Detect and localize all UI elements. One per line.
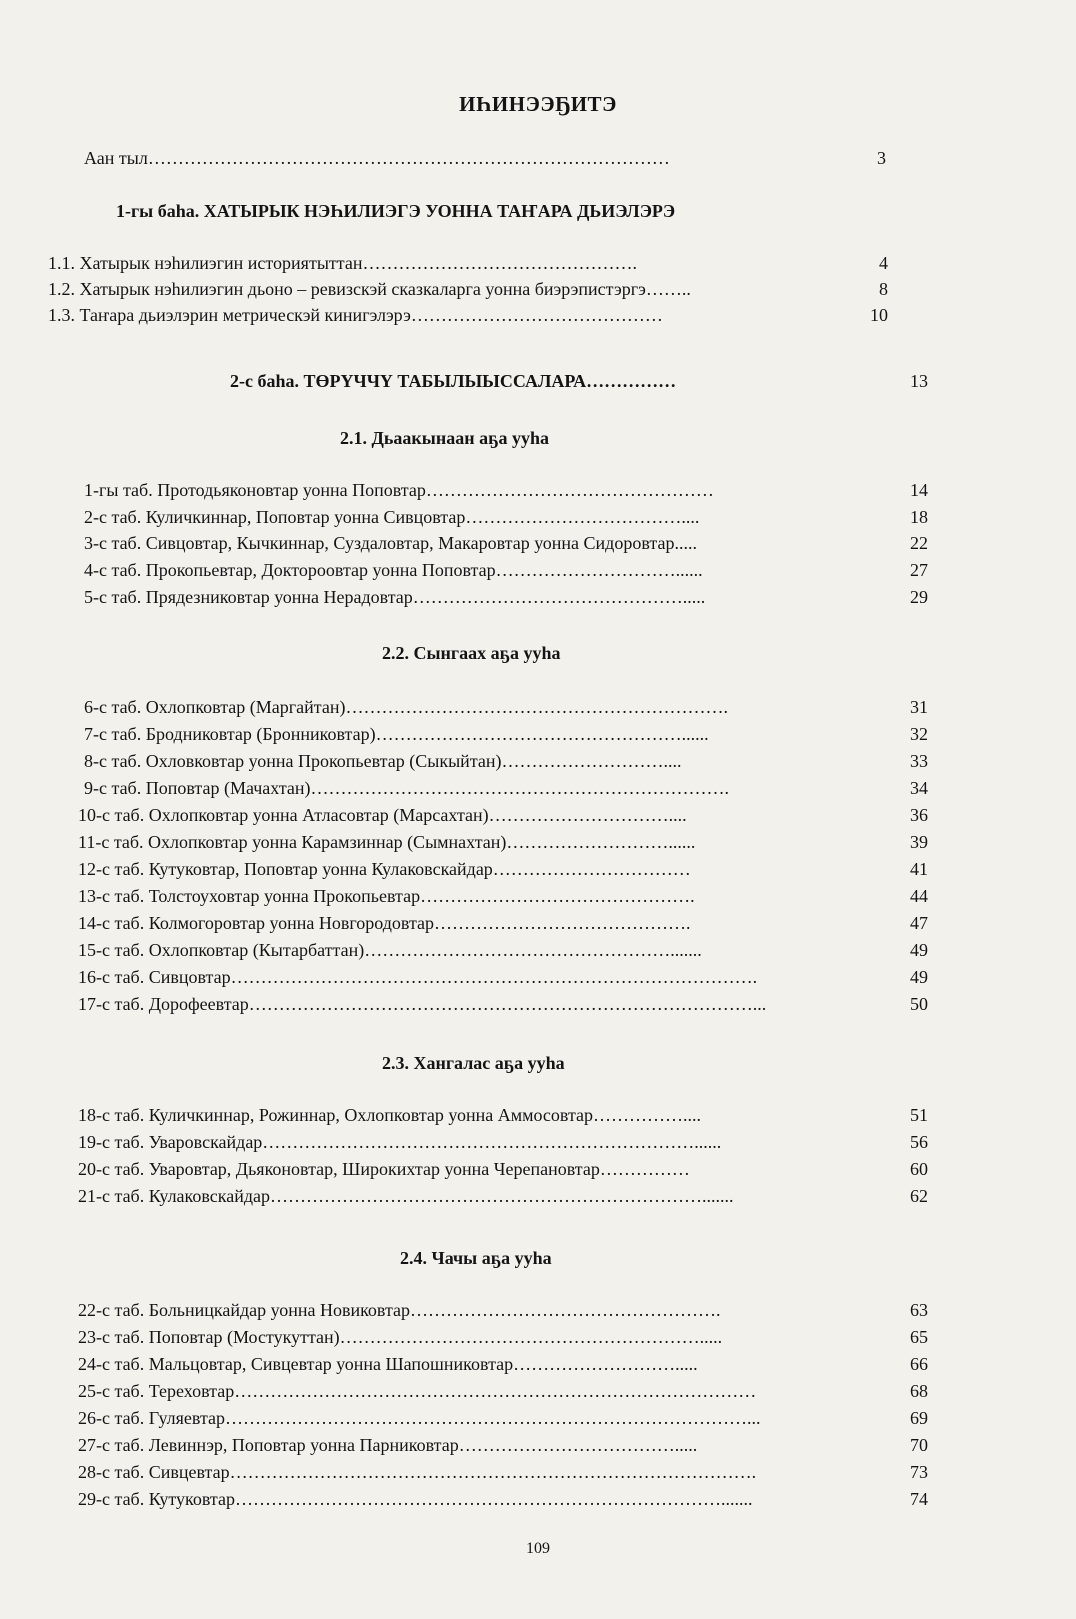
toc-entry-label: 1-гы таб. Протодьяконовтар уонна Поповтар………………………………………… (84, 480, 714, 500)
toc-entry-page: 10 (870, 305, 888, 325)
toc-entry (0, 302, 1076, 328)
page-title: ИҺИНЭЭҔИТЭ (459, 92, 617, 116)
toc-entry-page: 33 (910, 751, 928, 771)
toc-entry-label: 9-с таб. Поповтар (Мачахтан)……………………………………………………………. (84, 778, 730, 798)
toc-entry-label: 19-с таб. Уваровскайдар………………………………………………………………...... (78, 1132, 722, 1152)
toc-entry-label: 10-с таб. Охлопковтар уонна Атласовтар (Марсахтан)………………………….... (78, 805, 687, 825)
toc-entry (0, 557, 1076, 583)
toc-entry (0, 1459, 1076, 1485)
toc-entry-page: 27 (910, 560, 928, 580)
toc-entry-intro (0, 145, 1076, 171)
toc-entry (0, 694, 1076, 720)
toc-entry-page: 34 (910, 778, 928, 798)
toc-entry-page: 51 (910, 1105, 928, 1125)
toc-entry-page: 56 (910, 1132, 928, 1152)
toc-entry (0, 477, 1076, 503)
chapter-heading-text: 1-гы баһа. ХАТЫРЫК НЭҺИЛИЭГЭ УОННА ТАҤАРА ДЬИЭЛЭРЭ (116, 201, 676, 221)
chapter-heading (0, 198, 1076, 224)
toc-entry-label: 5-с таб. Прядезниковтар уонна Нерадовтар………………………………………..... (84, 587, 706, 607)
toc-entry-label: 28-с таб. Сивцевтар……………………………………………………………………………. (78, 1462, 757, 1482)
toc-entry-page: 47 (910, 913, 928, 933)
toc-entry-label: 6-с таб. Охлопковтар (Маргайтан)………………………………………………………. (84, 697, 728, 717)
section-heading (0, 640, 1076, 666)
toc-entry-label: 26-с таб. Гуляевтар……………………………………………………………………………... (78, 1408, 761, 1428)
toc-entry-label: 23-с таб. Поповтар (Мостукуттан)……………………………………………………..... (78, 1327, 723, 1347)
toc-entry-page: 36 (910, 805, 928, 825)
toc-entry (0, 1351, 1076, 1377)
toc-entry-label: 25-с таб. Тереховтар…………………………………………………………………………… (78, 1381, 757, 1401)
section-heading-text: 2.3. Хангалас аҕа ууһа (382, 1053, 565, 1073)
toc-entry (0, 802, 1076, 828)
toc-entry-page: 66 (910, 1354, 928, 1374)
toc-entry-page: 31 (910, 697, 928, 717)
toc-entry-label: 3-с таб. Сивцовтар, Кычкиннар, Суздаловтар, Макаровтар уонна Сидоровтар..... (84, 533, 697, 553)
toc-entry (0, 964, 1076, 990)
toc-entry (0, 829, 1076, 855)
toc-entry-label: Аан тыл…………………………………………………………………………… (84, 148, 670, 168)
toc-entry (0, 1378, 1076, 1404)
section-heading (0, 1245, 1076, 1271)
toc-entry-page: 39 (910, 832, 928, 852)
toc-entry-label: 18-с таб. Куличкиннар, Рожиннар, Охлопковтар уонна Аммосовтар…………….... (78, 1105, 702, 1125)
toc-entry-page: 29 (910, 587, 928, 607)
toc-entry-page: 32 (910, 724, 928, 744)
toc-entry (0, 1129, 1076, 1155)
toc-entry (0, 504, 1076, 530)
toc-entry-page: 73 (910, 1462, 928, 1482)
toc-entry (0, 991, 1076, 1017)
toc-entry-page: 74 (910, 1489, 928, 1509)
toc-entry-label: 15-с таб. Охлопковтар (Кытарбаттан)……………………………………………....... (78, 940, 702, 960)
toc-entry-label: 13-с таб. Толстоуховтар уонна Прокопьевтар………………………………………. (78, 886, 695, 906)
toc-entry (0, 1183, 1076, 1209)
toc-entry (0, 1324, 1076, 1350)
toc-entry-label: 22-с таб. Больницкайдар уонна Новиковтар……………………………………………. (78, 1300, 721, 1320)
toc-entry (0, 910, 1076, 936)
toc-entry (0, 1486, 1076, 1512)
toc-entry-label: 17-с таб. Дорофеевтар…………………………………………………………………………... (78, 994, 767, 1014)
page-number: 109 (526, 1540, 550, 1557)
toc-entry (0, 1156, 1076, 1182)
toc-entry-page: 49 (910, 940, 928, 960)
toc-entry-page: 70 (910, 1435, 928, 1455)
toc-entry-label: 29-с таб. Кутуковтар………………………………………………………………………....... (78, 1489, 753, 1509)
toc-entry-page: 63 (910, 1300, 928, 1320)
toc-entry-page: 44 (910, 886, 928, 906)
toc-entry-label: 2-с таб. Куличкиннар, Поповтар уонна Сивцовтар……………………………….... (84, 507, 700, 527)
toc-entry (0, 1432, 1076, 1458)
toc-entry (0, 775, 1076, 801)
toc-entry (0, 1297, 1076, 1323)
section-heading-text: 2.1. Дьаакынаан аҕа ууһа (340, 428, 549, 448)
toc-entry-label: 8-с таб. Охловковтар уонна Прокопьевтар (Сыкыйтан)……………………….... (84, 751, 682, 771)
toc-entry-page: 41 (910, 859, 928, 879)
toc-entry-label: 7-с таб. Бродниковтар (Бронниковтар)……………………………………………...... (84, 724, 709, 744)
toc-entry-page: 22 (910, 533, 928, 553)
toc-entry (0, 937, 1076, 963)
toc-entry-label: 27-с таб. Левиннэр, Поповтар уонна Парниковтар………………………………..... (78, 1435, 698, 1455)
toc-entry-label: 4-с таб. Прокопьевтар, Доктороовтар уонна Поповтар…………………………...... (84, 560, 703, 580)
toc-entry-page: 50 (910, 994, 928, 1014)
toc-entry-label: 1.1. Хатырык нэһилиэгин историятыттан………………………………………. (48, 253, 637, 273)
toc-entry-page: 65 (910, 1327, 928, 1347)
toc-entry-label: 11-с таб. Охлопковтар уонна Карамзиннар (Сымнахтан)………………………...... (78, 832, 696, 852)
toc-entry-page: 49 (910, 967, 928, 987)
toc-entry (0, 883, 1076, 909)
toc-entry (0, 1405, 1076, 1431)
toc-entry-page: 4 (879, 253, 888, 273)
toc-entry-label: 24-с таб. Мальцовтар, Сивцевтар уонна Шапошниковтар………………………..... (78, 1354, 698, 1374)
toc-entry-page: 14 (910, 480, 928, 500)
chapter-heading (0, 368, 1076, 394)
toc-entry (0, 530, 1076, 556)
toc-entry-label: 21-с таб. Кулаковскайдар………………………………………………………………....... (78, 1186, 734, 1206)
chapter-heading-text: 2-с баһа. ТӨРҮЧЧҮ ТАБЫЛЫЫССАЛАРА…………… (230, 371, 677, 391)
toc-entry (0, 584, 1076, 610)
toc-entry-page: 62 (910, 1186, 928, 1206)
toc-entry-label: 1.2. Хатырык нэһилиэгин дьоно – ревизскэй сказкаларга уонна биэрэпистэргэ…….. (48, 279, 691, 299)
toc-entry (0, 748, 1076, 774)
section-heading (0, 425, 1076, 451)
toc-entry-page: 69 (910, 1408, 928, 1428)
toc-entry-label: 12-с таб. Кутуковтар, Поповтар уонна Кулаковскайдар…………………………… (78, 859, 691, 879)
toc-entry-page: 13 (910, 371, 928, 391)
section-heading (0, 1050, 1076, 1076)
toc-entry-label: 1.3. Таҥара дьиэлэрин метрическэй кинигэлэрэ…………………………………… (48, 305, 663, 325)
toc-entry (0, 1102, 1076, 1128)
section-heading-text: 2.4. Чачы аҕа ууһа (400, 1248, 552, 1268)
toc-entry (0, 721, 1076, 747)
toc-entry-label: 16-с таб. Сивцовтар……………………………………………………………………………. (78, 967, 758, 987)
toc-entry-label: 20-с таб. Уваровтар, Дьяконовтар, Широкихтар уонна Черепановтар…………… (78, 1159, 690, 1179)
toc-entry-page: 18 (910, 507, 928, 527)
toc-entry-label: 14-с таб. Колмогоровтар уонна Новгородовтар……………………………………. (78, 913, 691, 933)
toc-entry (0, 856, 1076, 882)
toc-entry-page: 8 (879, 279, 888, 299)
toc-entry (0, 250, 1076, 276)
toc-entry-page: 3 (877, 148, 886, 168)
toc-entry-page: 68 (910, 1381, 928, 1401)
toc-entry-page: 60 (910, 1159, 928, 1179)
toc-entry (0, 276, 1076, 302)
section-heading-text: 2.2. Сынгаах аҕа ууһа (382, 643, 561, 663)
